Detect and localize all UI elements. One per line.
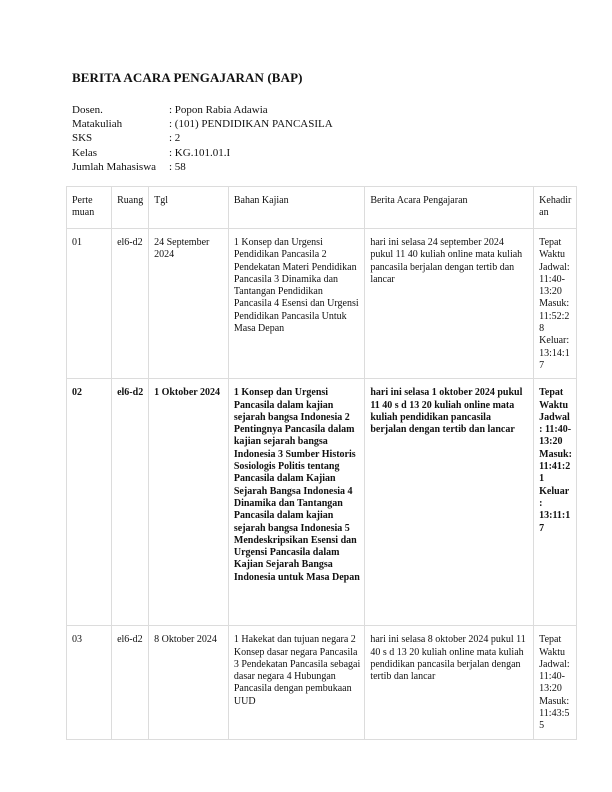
meta-row-matakuliah	[72, 117, 333, 131]
cell-bahan-kajian: 1 Konsep dan Urgensi Pendidikan Pancasila 2 Pendekatan Materi Pendidikan Pancasila 3 Dinamika dan Tantangan Pendidikan Pancasila 4 Esensi dan Urgensi Pendidikan Pancasila Untuk Masa Depan	[228, 229, 364, 379]
meta-value: : KG.101.01.I	[169, 146, 231, 159]
cell-bahan-kajian: 1 Hakekat dan tujuan negara 2 Konsep dasar negara Pancasila 3 Pendekatan Pancasila sebagai dasar negara 4 Hubungan Pancasila dengan pembukaan UUD	[228, 626, 364, 739]
meta-label: Jumlah Mahasiswa	[72, 160, 157, 173]
meta-row-dosen	[72, 103, 333, 117]
cell-kehadiran: Tepat Waktu Jadwal: 11:40-13:20 Masuk: 11:52:28 Keluar: 13:14:17	[534, 229, 577, 379]
meta-value: : Popon Rabia Adawia	[169, 104, 268, 116]
header-berita-acara: Berita Acara Pengajaran	[365, 187, 534, 229]
cell-bahan-kajian: 1 Konsep dan Urgensi Pancasila dalam kajian sejarah bangsa Indonesia 2 Pentingnya Pancasila dalam kajian sejarah bangsa Indonesia 3 Sumber Historis Sosiologis Politis tentang Pancasila dalam Kajian Sejarah Bangsa Indonesia 4 Dinamika dan Tantangan Pancasila dalam kajian sejarah bangsa Indonesia 5 Mendeskripsikan Esensi dan Urgensi Pancasila dalam Kajian Sejarah Bangsa Indonesia untuk Masa Depan	[228, 379, 364, 626]
cell-tgl: 1 Oktober 2024	[149, 379, 229, 626]
cell-ruang: el6-d2	[112, 626, 149, 739]
cell-tgl: 24 September 2024	[149, 229, 229, 379]
cell-pertemuan: 02	[67, 379, 112, 626]
meta-value: : 2	[169, 132, 181, 145]
meta-label: Dosen.	[72, 104, 103, 116]
cell-kehadiran: Tepat Waktu Jadwal: 11:40-13:20 Masuk: 11:41:21 Keluar: 13:11:17	[534, 379, 577, 626]
cell-pertemuan: 03	[67, 626, 112, 739]
header-ruang: Ruang	[112, 187, 149, 229]
meta-value: : 58	[169, 160, 186, 173]
meta-label: Kelas	[72, 146, 98, 159]
header-tgl: Tgl	[149, 187, 229, 229]
bap-table	[66, 186, 577, 740]
table-row	[67, 379, 577, 626]
table-row	[67, 229, 577, 379]
table-row	[67, 626, 577, 739]
meta-row-kelas	[72, 146, 333, 160]
cell-ruang: el6-d2	[112, 229, 149, 379]
course-info	[72, 103, 333, 174]
meta-row-jumlah-mahasiswa	[72, 160, 333, 174]
header-kehadiran: Kehadir an	[534, 187, 577, 229]
table-header-row	[67, 187, 577, 229]
header-bahan-kajian: Bahan Kajian	[228, 187, 364, 229]
meta-value: : (101) PENDIDIKAN PANCASILA	[169, 118, 333, 131]
cell-tgl: 8 Oktober 2024	[149, 626, 229, 739]
cell-berita-acara: hari ini selasa 1 oktober 2024 pukul 11 40 s d 13 20 kuliah online mata kuliah pendidikan pancasila berjalan dengan tertib dan lancar	[365, 379, 534, 626]
cell-kehadiran: Tepat Waktu Jadwal: 11:40-13:20 Masuk: 11:43:55	[534, 626, 577, 739]
header-pertemuan: Perte muan	[67, 187, 112, 229]
document-title: BERITA ACARA PENGAJARAN (BAP)	[72, 70, 303, 85]
meta-label: SKS	[72, 132, 93, 145]
cell-berita-acara: hari ini selasa 8 oktober 2024 pukul 11 40 s d 13 20 kuliah online mata kuliah pendidikan pancasila berjalan dengan tertib dan lancar	[365, 626, 534, 739]
meta-label: Matakuliah	[72, 118, 123, 131]
cell-pertemuan: 01	[67, 229, 112, 379]
cell-berita-acara: hari ini selasa 24 september 2024 pukul 11 40 kuliah online mata kuliah pancasila berjalan dengan tertib dan lancar	[365, 229, 534, 379]
meta-row-sks	[72, 131, 333, 145]
cell-ruang: el6-d2	[112, 379, 149, 626]
